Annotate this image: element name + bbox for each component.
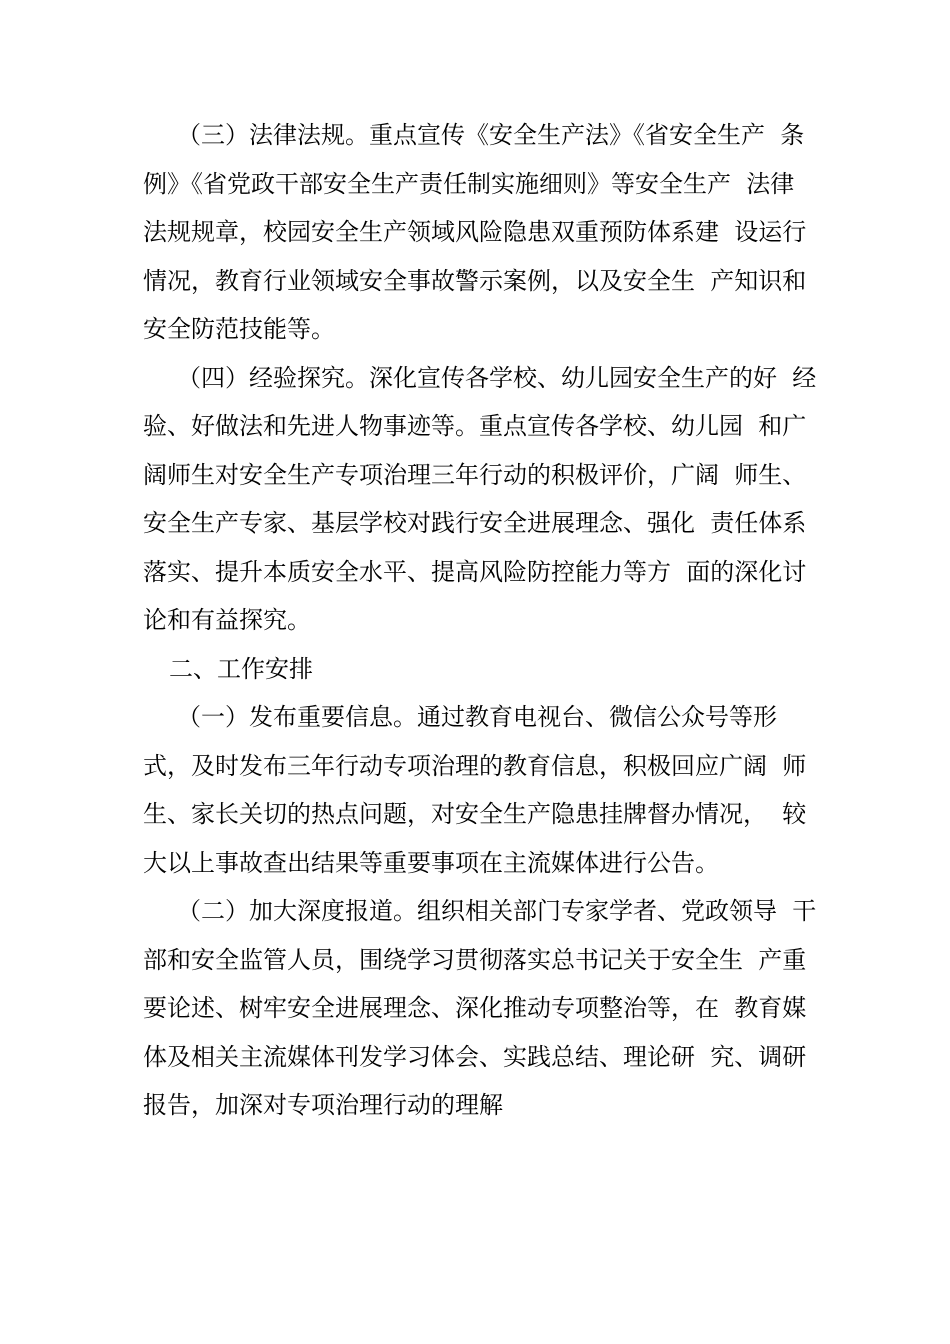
paragraph-line: 论和有益探究。	[143, 606, 311, 634]
paragraph-line: 大以上事故查出结果等重要事项在主流媒体进行公告。	[143, 848, 719, 877]
paragraph-line: 体及相关主流媒体刊发学习体会、实践总结、理论研 究、调研	[143, 1042, 807, 1071]
paragraph-line: 验、好做法和先进人物事迹等。重点宣传各学校、幼儿园 和广	[143, 412, 807, 440]
paragraph-line: 报告，加深对专项治理行动的理解	[143, 1091, 503, 1119]
paragraph-line: （二）加大深度报道。组织相关部门专家学者、党政领导 干	[177, 897, 817, 925]
paragraph-line: 生、家长关切的热点问题，对安全生产隐患挂牌督办情况， 较	[143, 800, 807, 828]
paragraph-line: （一）发布重要信息。通过教育电视台、微信公众号等形	[177, 703, 777, 731]
paragraph-line: 情况，教育行业领域安全事故警示案例，以及安全生 产知识和	[143, 266, 807, 295]
paragraph-line: （四）经验探究。深化宣传各学校、幼儿园安全生产的好 经	[177, 363, 817, 392]
paragraph-line: 要论述、树牢安全进展理念、深化推动专项整治等，在 教育媒	[143, 994, 807, 1022]
paragraph-line: 安全防范技能等。	[143, 315, 335, 343]
paragraph-line: 式，及时发布三年行动专项治理的教育信息，积极回应广阔 师	[143, 751, 807, 780]
document-body	[143, 111, 833, 1130]
paragraph-line: 阔师生对安全生产专项治理三年行动的积极评价，广阔 师生、	[143, 460, 807, 489]
paragraph-line: 法规规章，校园安全生产领域风险隐患双重预防体系建 设运行	[143, 218, 807, 246]
paragraph-line: 落实、提升本质安全水平、提高风险防控能力等方 面的深化讨	[143, 557, 807, 586]
section-heading: 二、工作安排	[169, 654, 313, 683]
paragraph-line: 安全生产专家、基层学校对践行安全进展理念、强化 责任体系	[143, 509, 807, 537]
paragraph-line: 例》《省党政干部安全生产责任制实施细则》等安全生产 法律	[143, 169, 795, 198]
paragraph-line: 部和安全监管人员，围绕学习贯彻落实总书记关于安全生 产重	[143, 945, 807, 974]
paragraph-line: （三）法律法规。重点宣传《安全生产法》《省安全生产 条	[177, 121, 805, 149]
